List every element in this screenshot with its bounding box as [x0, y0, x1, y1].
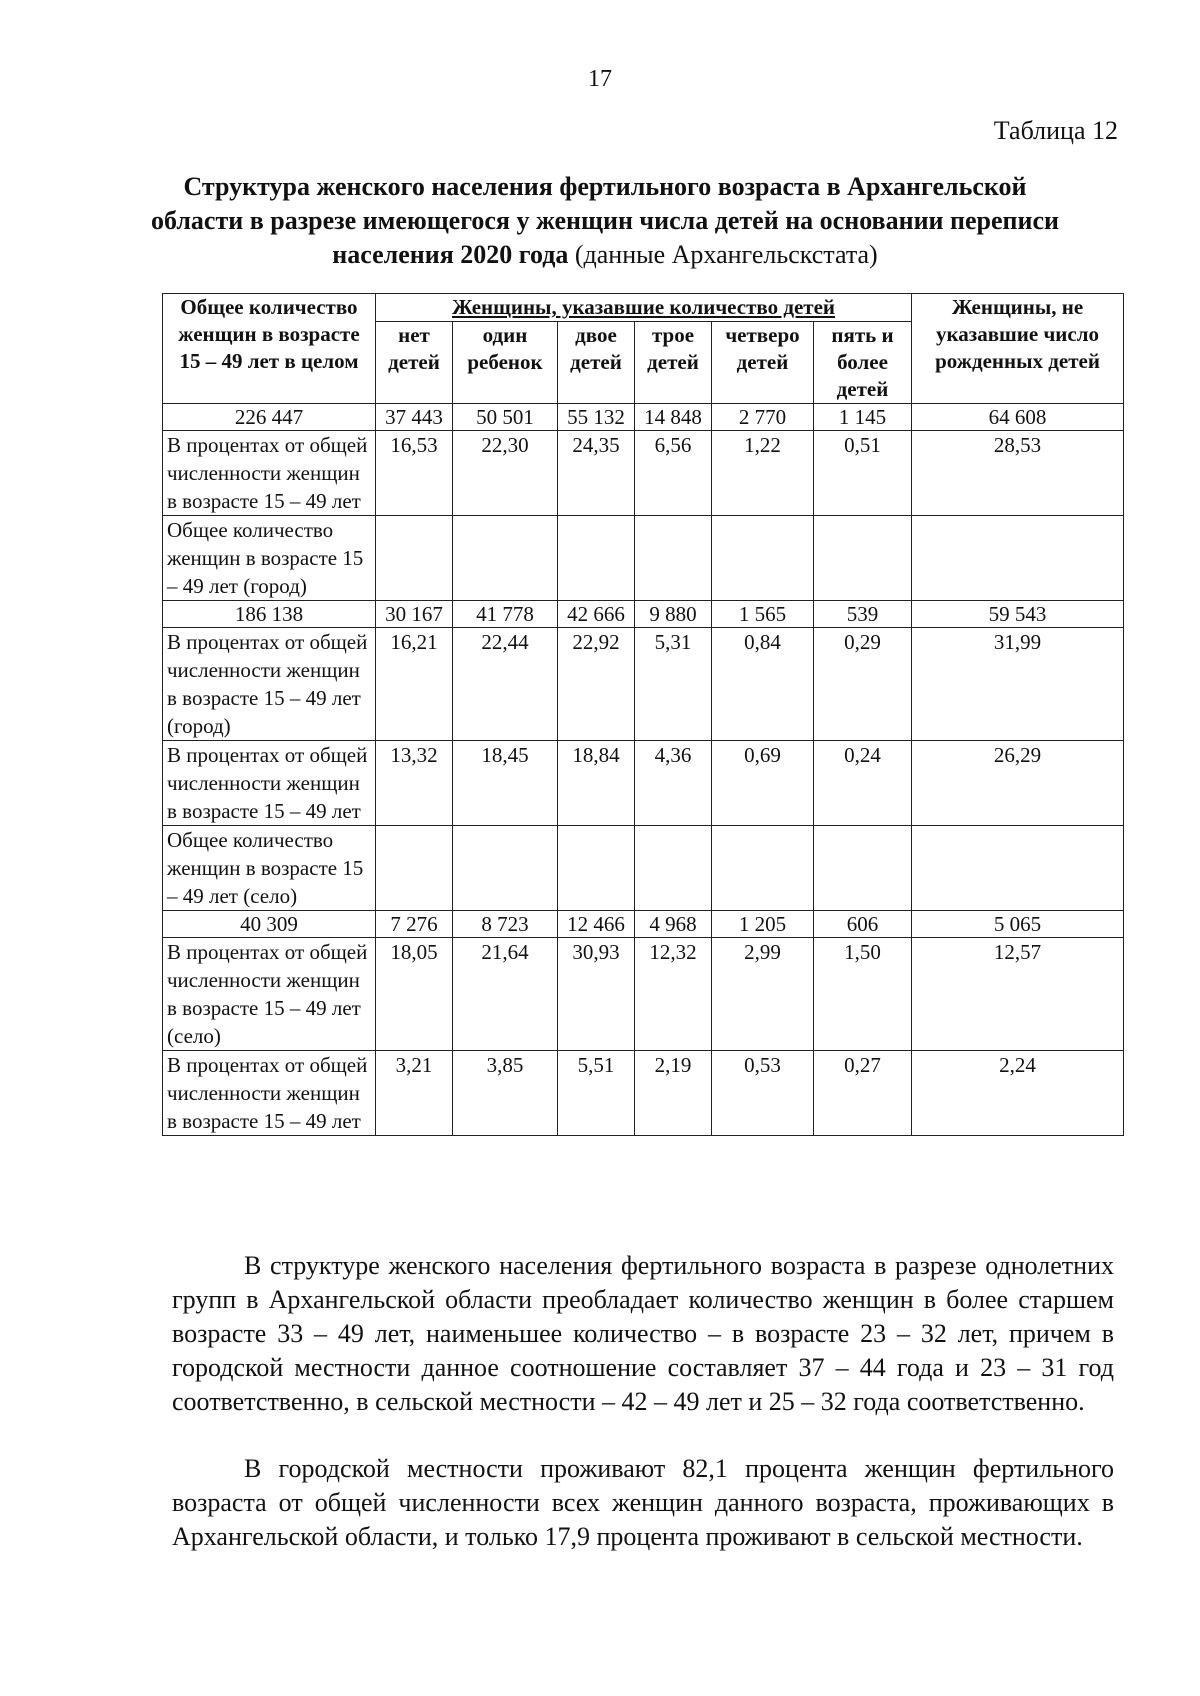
value-cell [635, 516, 712, 601]
table-row [163, 826, 1124, 911]
value-cell: 14 848 [635, 404, 712, 431]
row-label-cell: 226 447 [163, 404, 376, 431]
value-cell: 2 770 [712, 404, 814, 431]
header-group: Женщины, указавшие количество детей [376, 294, 912, 322]
table-row [163, 741, 1124, 826]
value-cell: 0,29 [814, 628, 912, 741]
row-label-cell: Общее количество женщин в возрасте 15 – 49 лет (село) [163, 826, 376, 911]
value-cell: 6,56 [635, 431, 712, 516]
table-body [163, 404, 1124, 1136]
value-cell: 3,21 [376, 1051, 453, 1136]
value-cell: 22,44 [453, 628, 558, 741]
value-cell: 26,29 [912, 741, 1124, 826]
table-row [163, 516, 1124, 601]
row-label-cell: В процентах от общей численности женщин в возрасте 15 – 49 лет [163, 741, 376, 826]
paragraph: В городской местности проживают 82,1 процента женщин фертильного возраста от общей численности всех женщин данного возраста, проживающих в Архангельской области, и только 17,9 процента проживают в сельской местности. [172, 1454, 1114, 1551]
header-row [163, 294, 1124, 322]
page-number: 17 [588, 66, 612, 92]
subheader-cell: пять и более детей [814, 322, 912, 404]
value-cell: 22,30 [453, 431, 558, 516]
table-label: Таблица 12 [993, 116, 1118, 145]
value-cell: 12 466 [558, 911, 635, 938]
table-row [163, 1051, 1124, 1136]
value-cell: 18,05 [376, 938, 453, 1051]
value-cell: 30,93 [558, 938, 635, 1051]
value-cell: 21,64 [453, 938, 558, 1051]
value-cell [635, 826, 712, 911]
value-cell [712, 516, 814, 601]
value-cell [912, 826, 1124, 911]
value-cell: 5,51 [558, 1051, 635, 1136]
subheader-cell: трое детей [635, 322, 712, 404]
value-cell: 24,35 [558, 431, 635, 516]
value-cell: 5 065 [912, 911, 1124, 938]
value-cell: 12,32 [635, 938, 712, 1051]
value-cell: 18,84 [558, 741, 635, 826]
value-cell: 28,53 [912, 431, 1124, 516]
value-cell: 64 608 [912, 404, 1124, 431]
value-cell: 55 132 [558, 404, 635, 431]
value-cell: 50 501 [453, 404, 558, 431]
fertility-table [162, 293, 1124, 1136]
value-cell: 1 565 [712, 601, 814, 628]
value-cell: 4,36 [635, 741, 712, 826]
value-cell: 30 167 [376, 601, 453, 628]
value-cell: 2,99 [712, 938, 814, 1051]
value-cell: 0,24 [814, 741, 912, 826]
table-row [163, 404, 1124, 431]
value-cell: 12,57 [912, 938, 1124, 1051]
header-total: Общее количество женщин в возрасте 15 – 49 лет в целом [163, 294, 376, 404]
value-cell: 13,32 [376, 741, 453, 826]
header-unspecified: Женщины, не указавшие число рожденных детей [912, 294, 1124, 404]
title-text: Структура женского населения фертильного возраста в Архангельской области в разрезе имеющегося у женщин числа детей на основании переписи населения 2020 года [150, 172, 1060, 269]
value-cell [558, 826, 635, 911]
value-cell: 0,84 [712, 628, 814, 741]
paragraph: В структуре женского населения фертильного возраста в разрезе однолетних групп в Архангельской области преобладает количество женщин в более старшем возрасте 33 – 49 лет, наименьшее количество – в возрасте 23 – 32 лет, причем в городской местности данное соотношение составляет 37 – 44 года и 23 – 31 год соответственно, в сельской местности – 42 – 49 лет и 25 – 32 года соответственно. [172, 1251, 1114, 1416]
value-cell: 1,50 [814, 938, 912, 1051]
table-title [150, 170, 1060, 272]
value-cell: 1 145 [814, 404, 912, 431]
subheader-cell: один ребенок [453, 322, 558, 404]
row-label-cell: В процентах от общей численности женщин в возрасте 15 – 49 лет [163, 431, 376, 516]
value-cell [814, 826, 912, 911]
value-cell: 2,24 [912, 1051, 1124, 1136]
value-cell: 31,99 [912, 628, 1124, 741]
value-cell: 41 778 [453, 601, 558, 628]
table-row [163, 601, 1124, 628]
value-cell: 5,31 [635, 628, 712, 741]
row-label-cell: 40 309 [163, 911, 376, 938]
value-cell: 606 [814, 911, 912, 938]
value-cell: 1 205 [712, 911, 814, 938]
value-cell: 42 666 [558, 601, 635, 628]
value-cell: 0,53 [712, 1051, 814, 1136]
value-cell: 59 543 [912, 601, 1124, 628]
value-cell [814, 516, 912, 601]
table-row [163, 911, 1124, 938]
value-cell [453, 826, 558, 911]
value-cell: 16,53 [376, 431, 453, 516]
row-label-cell: В процентах от общей численности женщин в возрасте 15 – 49 лет (село) [163, 938, 376, 1051]
value-cell: 2,19 [635, 1051, 712, 1136]
subheader-cell: четверо детей [712, 322, 814, 404]
row-label-cell: В процентах от общей численности женщин в возрасте 15 – 49 лет [163, 1051, 376, 1136]
value-cell [712, 826, 814, 911]
row-label-cell: В процентах от общей численности женщин в возрасте 15 – 49 лет (город) [163, 628, 376, 741]
value-cell: 0,27 [814, 1051, 912, 1136]
row-label-cell: 186 138 [163, 601, 376, 628]
row-label-cell: Общее количество женщин в возрасте 15 – 49 лет (город) [163, 516, 376, 601]
value-cell: 539 [814, 601, 912, 628]
value-cell: 37 443 [376, 404, 453, 431]
title-source: (данные Архангельскстата) [574, 240, 878, 269]
value-cell [912, 516, 1124, 601]
value-cell: 18,45 [453, 741, 558, 826]
value-cell: 8 723 [453, 911, 558, 938]
value-cell: 22,92 [558, 628, 635, 741]
value-cell [376, 516, 453, 601]
table-row [163, 628, 1124, 741]
subheader-cell: двое детей [558, 322, 635, 404]
value-cell: 3,85 [453, 1051, 558, 1136]
value-cell: 7 276 [376, 911, 453, 938]
value-cell: 9 880 [635, 601, 712, 628]
value-cell: 1,22 [712, 431, 814, 516]
subheader-cell: нет детей [376, 322, 453, 404]
value-cell: 0,51 [814, 431, 912, 516]
table-row [163, 431, 1124, 516]
value-cell: 0,69 [712, 741, 814, 826]
value-cell: 16,21 [376, 628, 453, 741]
value-cell: 4 968 [635, 911, 712, 938]
table-row [163, 938, 1124, 1051]
value-cell [558, 516, 635, 601]
value-cell [376, 826, 453, 911]
value-cell [453, 516, 558, 601]
